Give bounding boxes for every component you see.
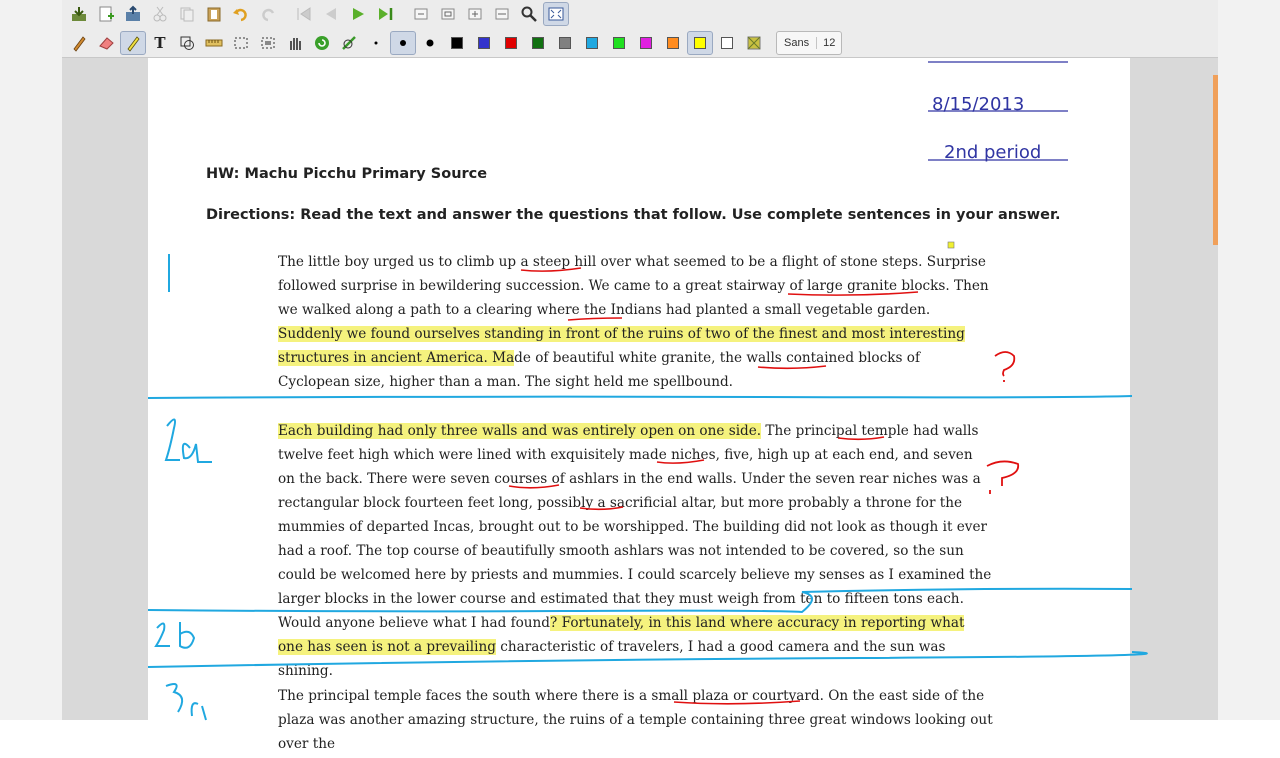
color-swatch-fill: [640, 37, 652, 49]
xournal-window: [62, 0, 1218, 752]
main-toolbar: [62, 0, 1218, 28]
color-swatch[interactable]: [714, 31, 740, 55]
text-segment: characteristic of travelers, I had a good camera and the sun was shining.: [278, 639, 946, 679]
undo-icon[interactable]: [228, 2, 254, 26]
color-swatch-fill: [478, 37, 490, 49]
previous-page-icon[interactable]: [318, 2, 344, 26]
color-swatch[interactable]: [606, 31, 632, 55]
highlighted-text: Each building had only three walls and was entirely open on one side.: [278, 423, 762, 439]
highlighter-icon[interactable]: [120, 31, 146, 55]
color-swatch-fill: [586, 37, 598, 49]
large-dot-icon[interactable]: [417, 31, 443, 55]
new-page-icon[interactable]: [93, 2, 119, 26]
color-swatch[interactable]: [579, 31, 605, 55]
color-swatch[interactable]: [633, 31, 659, 55]
color-palette: [444, 31, 740, 55]
color-swatch-fill: [613, 37, 625, 49]
open-icon[interactable]: [120, 2, 146, 26]
paragraph-3: The principal temple faces the south where there is a small plaza or courtyard. On the east side of the plaza was another amazing structure, the ruins of a temple containing three great windows looking out over the: [278, 688, 993, 752]
shape-icon[interactable]: [174, 31, 200, 55]
color-swatch[interactable]: [660, 31, 686, 55]
color-swatch[interactable]: [498, 31, 524, 55]
text-segment: The principal temple had walls twelve feet high which were lined with exquisitely made niches, five, high up at each end, and seven on the back. There were seven courses of ashlars in the end walls. Under the seven rear niches was a rectangular block fourteen feet long, possibly a sacrificial altar, but more probably a throne for the mummies of departed Incas, brought out to be worshipped. The building did not look as though it ever had a roof. The top course of beautifully smooth ashlars was not intended to be covered, so the sun could be welcomed here by priests and mummies. I could scarcely believe my senses as I examined the larger blocks in the lower course and estimated that they must weigh from ten to fifteen tons each. Would anyone believe what I had found: [278, 423, 992, 631]
paragraph-1: [278, 250, 993, 394]
color-swatch[interactable]: [687, 31, 713, 55]
next-page-icon[interactable]: [345, 2, 371, 26]
pencil-icon[interactable]: [66, 31, 92, 55]
document-page[interactable]: [148, 58, 1130, 758]
zoom-fit-icon[interactable]: [435, 2, 461, 26]
highlighted-text: ? Fortunately, in this land where accuracy in reporting what one has seen is not a prevailing: [278, 615, 965, 655]
color-swatch[interactable]: [552, 31, 578, 55]
color-swatch-fill: [559, 37, 571, 49]
last-page-icon[interactable]: [372, 2, 398, 26]
select-region-icon[interactable]: [255, 31, 281, 55]
right-margin: [1218, 0, 1280, 720]
text-segment: The little boy urged us to climb up a steep hill over what seemed to be a flight of stone steps. Surprise followed surprise in bewildering succession. We came to a great stairway of large granite blocks. Then we walked along a path to a clearing where the Indians had planted a small vegetable garden.: [278, 254, 989, 318]
color-swatch-fill: [532, 37, 544, 49]
shape-recognizer-icon[interactable]: [336, 31, 362, 55]
first-page-icon[interactable]: [291, 2, 317, 26]
copy-icon[interactable]: [174, 2, 200, 26]
color-swatch-fill: [451, 37, 463, 49]
font-size: 12: [816, 37, 841, 49]
directions: Directions: Read the text and answer the questions that follow. Use complete sentences in your answer.: [206, 207, 1061, 223]
medium-dot-icon[interactable]: [390, 31, 416, 55]
scroll-indicator[interactable]: [1213, 75, 1218, 245]
small-dot-icon[interactable]: [363, 31, 389, 55]
redo-icon[interactable]: [255, 2, 281, 26]
text-segment: de of beautiful white granite, the walls contained blocks of Cyclopean size, higher than a man. The sight held me spellbound.: [278, 350, 920, 390]
ruler-icon[interactable]: [201, 31, 227, 55]
highlighted-text: Suddenly we found ourselves standing in front of the ruins of two of the finest and most interesting structures in ancient America. Ma: [278, 326, 965, 366]
custom-color-icon[interactable]: [741, 31, 767, 55]
paste-icon[interactable]: [201, 2, 227, 26]
eraser-icon[interactable]: [93, 31, 119, 55]
search-icon[interactable]: [516, 2, 542, 26]
select-rect-icon[interactable]: [228, 31, 254, 55]
color-swatch[interactable]: [444, 31, 470, 55]
color-swatch[interactable]: [525, 31, 551, 55]
zoom-in-icon[interactable]: [462, 2, 488, 26]
handwritten-date: 8/15/2013: [932, 94, 1025, 115]
tools-toolbar: [62, 28, 1218, 58]
color-swatch-fill: [505, 37, 517, 49]
font-name: Sans: [784, 36, 810, 49]
save-icon[interactable]: [66, 2, 92, 26]
default-pen-icon[interactable]: [309, 31, 335, 55]
color-swatch-fill: [694, 37, 706, 49]
fullscreen-icon[interactable]: [543, 2, 569, 26]
left-margin: [0, 0, 62, 720]
assignment-title: HW: Machu Picchu Primary Source: [206, 166, 488, 182]
hand-icon[interactable]: [282, 31, 308, 55]
cut-icon[interactable]: [147, 2, 173, 26]
color-swatch-fill: [721, 37, 733, 49]
text-icon[interactable]: T: [154, 33, 166, 52]
font-selector[interactable]: [776, 31, 842, 55]
color-swatch-fill: [667, 37, 679, 49]
zoom-width-icon[interactable]: [489, 2, 515, 26]
color-swatch[interactable]: [471, 31, 497, 55]
paragraph-2: [278, 419, 993, 683]
handwritten-period: 2nd period: [944, 142, 1042, 163]
zoom-out-icon[interactable]: [408, 2, 434, 26]
